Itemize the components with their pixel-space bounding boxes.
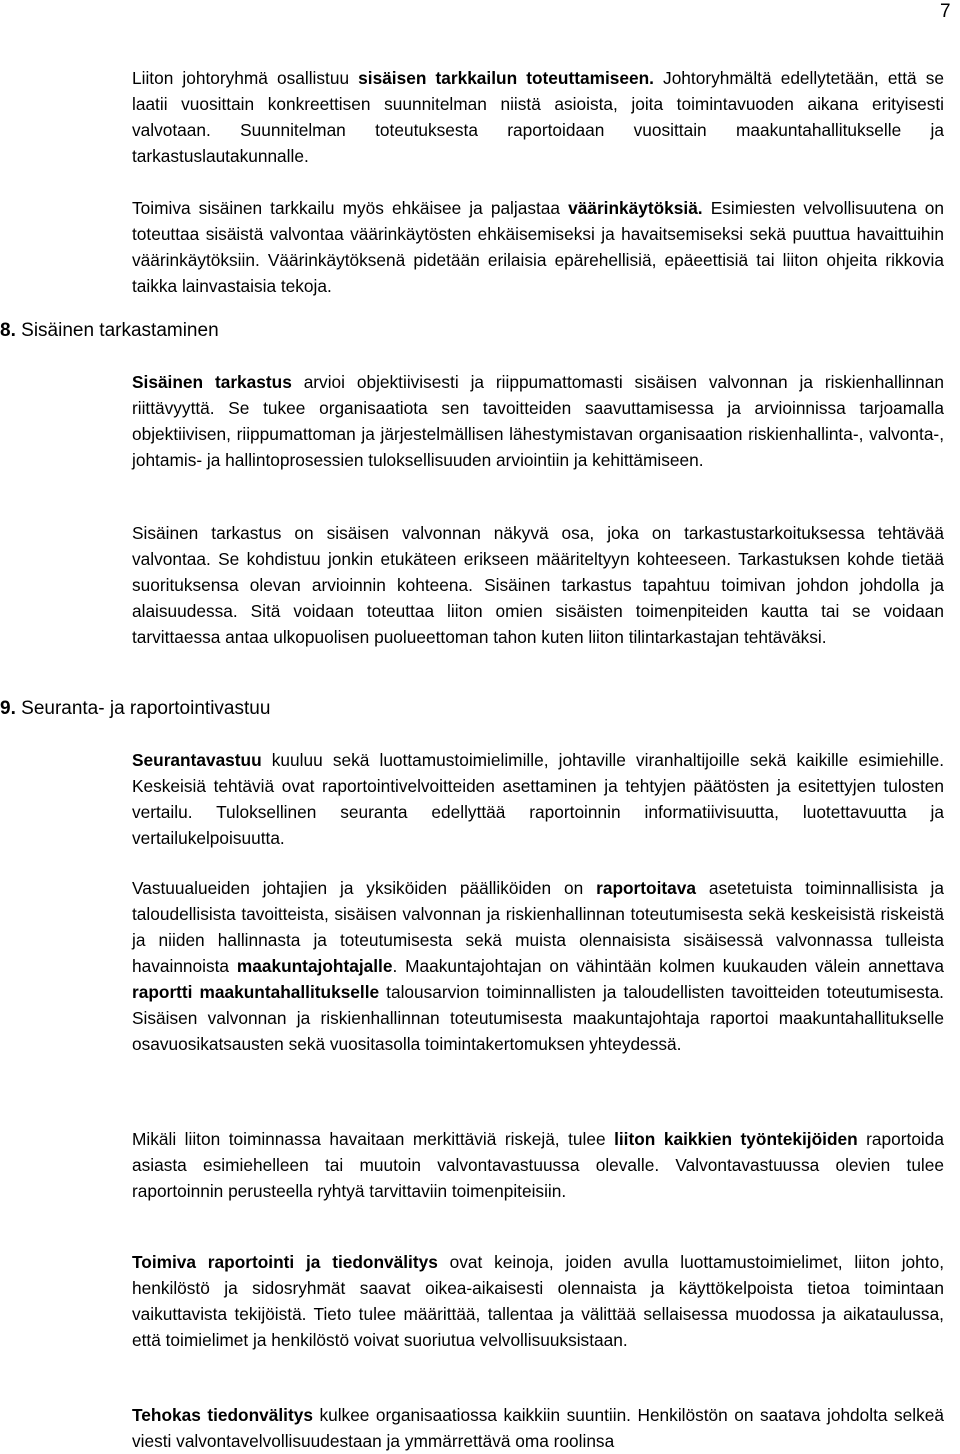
text: Esimiesten velvollisuutena on toteuttaa sisäistä valvontaa väärinkäytösten ehkäisemiseksi ja havaitsemiseksi sekä puuttua havaittuihin väärinkäytöksiin. Väärinkäytöksenä pidetään erilaisia epärehellisiä, epäeettisiä tai liiton ohjeita rikkovia taikka lainvastaisia tekoja. <box>132 198 944 296</box>
paragraph-effective-communication <box>132 1402 944 1454</box>
bold-term: Tehokas tiedonvälitys <box>132 1405 313 1425</box>
text: ovat keinoja, joiden avulla luottamustoimielimet, liiton johto, henkilöstö ja sidosryhmät saavat oikea-aikaisesti olennaista ja käyttökelpoista tietoa toimintaan vaikuttavista tekijöistä. Tieto tulee määrittää, tallentaa ja välittää sellaisessa muodossa ja aikataulussa, että toimielimet ja henkilöstö voivat suoriutua velvollisuuksistaan. <box>132 1252 944 1350</box>
text: arvioi objektiivisesti ja riippumattomasti sisäisen valvonnan ja riskienhallinnan riittävyyttä. Se tukee organisaatiota sen tavoitteiden saavuttamisessa ja arvioinnissa tarjoamalla objektiivisen, riippumattoman ja järjestelmällisen lähestymistavan organisaation riskienhallinta-, valvonta-, johtamis- ja hallintoprosessien tuloksellisuuden arviointiin ja kehittämiseen. <box>132 372 944 470</box>
section-title: Sisäinen tarkastaminen <box>21 320 219 341</box>
text: Toimiva sisäinen tarkkailu myös ehkäisee ja paljastaa <box>132 198 569 218</box>
section-heading-9 <box>0 697 270 721</box>
paragraph-internal-monitoring <box>132 65 944 169</box>
paragraph-internal-audit <box>132 369 944 473</box>
text: kuuluu sekä luottamustoimielimille, johtaville viranhaltijoille sekä kaikille esimiehille. Keskeisiä tehtäviä ovat raportointivelvoitteiden asettaminen ja tehtyjen päätösten ja esitettyjen tulosten vertailu. Tuloksellinen seuranta edellyttää raportoinnin informatiivisuutta, luotettavuutta ja vertailukelpoisuutta. <box>132 750 944 848</box>
text: kulkee organisaatiossa kaikkiin suuntiin. Henkilöstön on saatava johdolta selkeä viesti valvontavelvollisuudestaan ja ymmärrettävä oma roolinsa <box>132 1405 944 1451</box>
bold-term: väärinkäytöksiä. <box>568 198 703 218</box>
bold-term: maakuntajohtajalle <box>236 956 393 976</box>
text: . Maakuntajohtajan on vähintään kolmen kuukauden välein annettava <box>392 956 944 976</box>
paragraph-audit-visibility <box>132 520 944 650</box>
bold-term: Sisäinen tarkastus <box>132 372 292 392</box>
text: Vastuualueiden johtajien ja yksiköiden päälliköiden on <box>132 878 597 898</box>
paragraph-monitoring-responsibility <box>132 747 944 851</box>
paragraph-misconduct <box>132 195 944 299</box>
section-title: Seuranta- ja raportointivastuu <box>21 698 271 719</box>
paragraph-reporting-duty <box>132 875 944 1057</box>
bold-term: sisäisen tarkkailun toteuttamiseen. <box>358 68 654 88</box>
bold-term: Toimiva raportointi ja tiedonvälitys <box>132 1252 438 1272</box>
text: Liiton johtoryhmä osallistuu <box>132 68 359 88</box>
text: Johtoryhmältä edellytetään, että se laatii vuosittain konkreettisen suunnitelman niistä asioista, joita toimintavuoden aikana erityisesti valvotaan. Suunnitelman toteutuksesta raportoidaan vuosittain maakuntahallitukselle ja tarkastuslautakunnalle. <box>132 68 944 166</box>
paragraph-risk-reporting <box>132 1126 944 1204</box>
bold-term: raportoitava <box>596 878 696 898</box>
text: Mikäli liiton toiminnassa havaitaan merkittäviä riskejä, tulee <box>132 1129 615 1149</box>
text: Sisäinen tarkastus on sisäisen valvonnan näkyvä osa, joka on tarkastustarkoituksessa tehtävää valvontaa. Se kohdistuu jonkin etukäteen erikseen määriteltyyn kohteeseen. Tarkastuksen kohde tietää suorituksensa olevan arvioinnin kohteena. Sisäinen tarkastus tapahtuu toimivan johdon johdolla ja alaisuudessa. Sitä voidaan toteuttaa liiton omien sisäisten toimenpiteiden kautta tai se voidaan tarvittaessa antaa ulkopuolisen puolueettoman tahon kuten liiton tilintarkastajan tehtäväksi. <box>132 523 944 647</box>
bold-term: Seurantavastuu <box>132 750 262 770</box>
page-number: 7 <box>940 1 951 22</box>
text: asetetuista toiminnallisista ja taloudellisista tavoitteista, sisäisen valvonnan ja riskienhallinnan toteutumisesta sekä keskeisistä riskeistä ja niiden hallinnasta ja toteutumisesta sekä muista olennaisista sisäisessä valvonnassa tulleista havainnoista <box>132 878 944 976</box>
section-heading-8 <box>0 319 219 343</box>
text: raportoida asiasta esimiehelleen tai muutoin valvontavastuussa olevalle. Valvontavastuussa olevien tulee raportoinnin perusteella ryhtyä tarvittaviin toimenpiteisiin. <box>132 1129 944 1201</box>
section-number: 8. <box>0 320 16 341</box>
bold-term: liiton kaikkien työntekijöiden <box>614 1129 858 1149</box>
section-number: 9. <box>0 698 16 719</box>
paragraph-information-sharing <box>132 1249 944 1353</box>
text: talousarvion toiminnallisten ja taloudellisten tavoitteiden toteutumisesta. Sisäisen valvonnan ja riskienhallinnan toteutumisesta maakuntajohtaja raportoi maakuntahallitukselle osavuosikatsausten sekä vuositasolla toimintakertomuksen yhteydessä. <box>132 982 944 1054</box>
bold-term: raportti maakuntahallitukselle <box>132 982 380 1002</box>
